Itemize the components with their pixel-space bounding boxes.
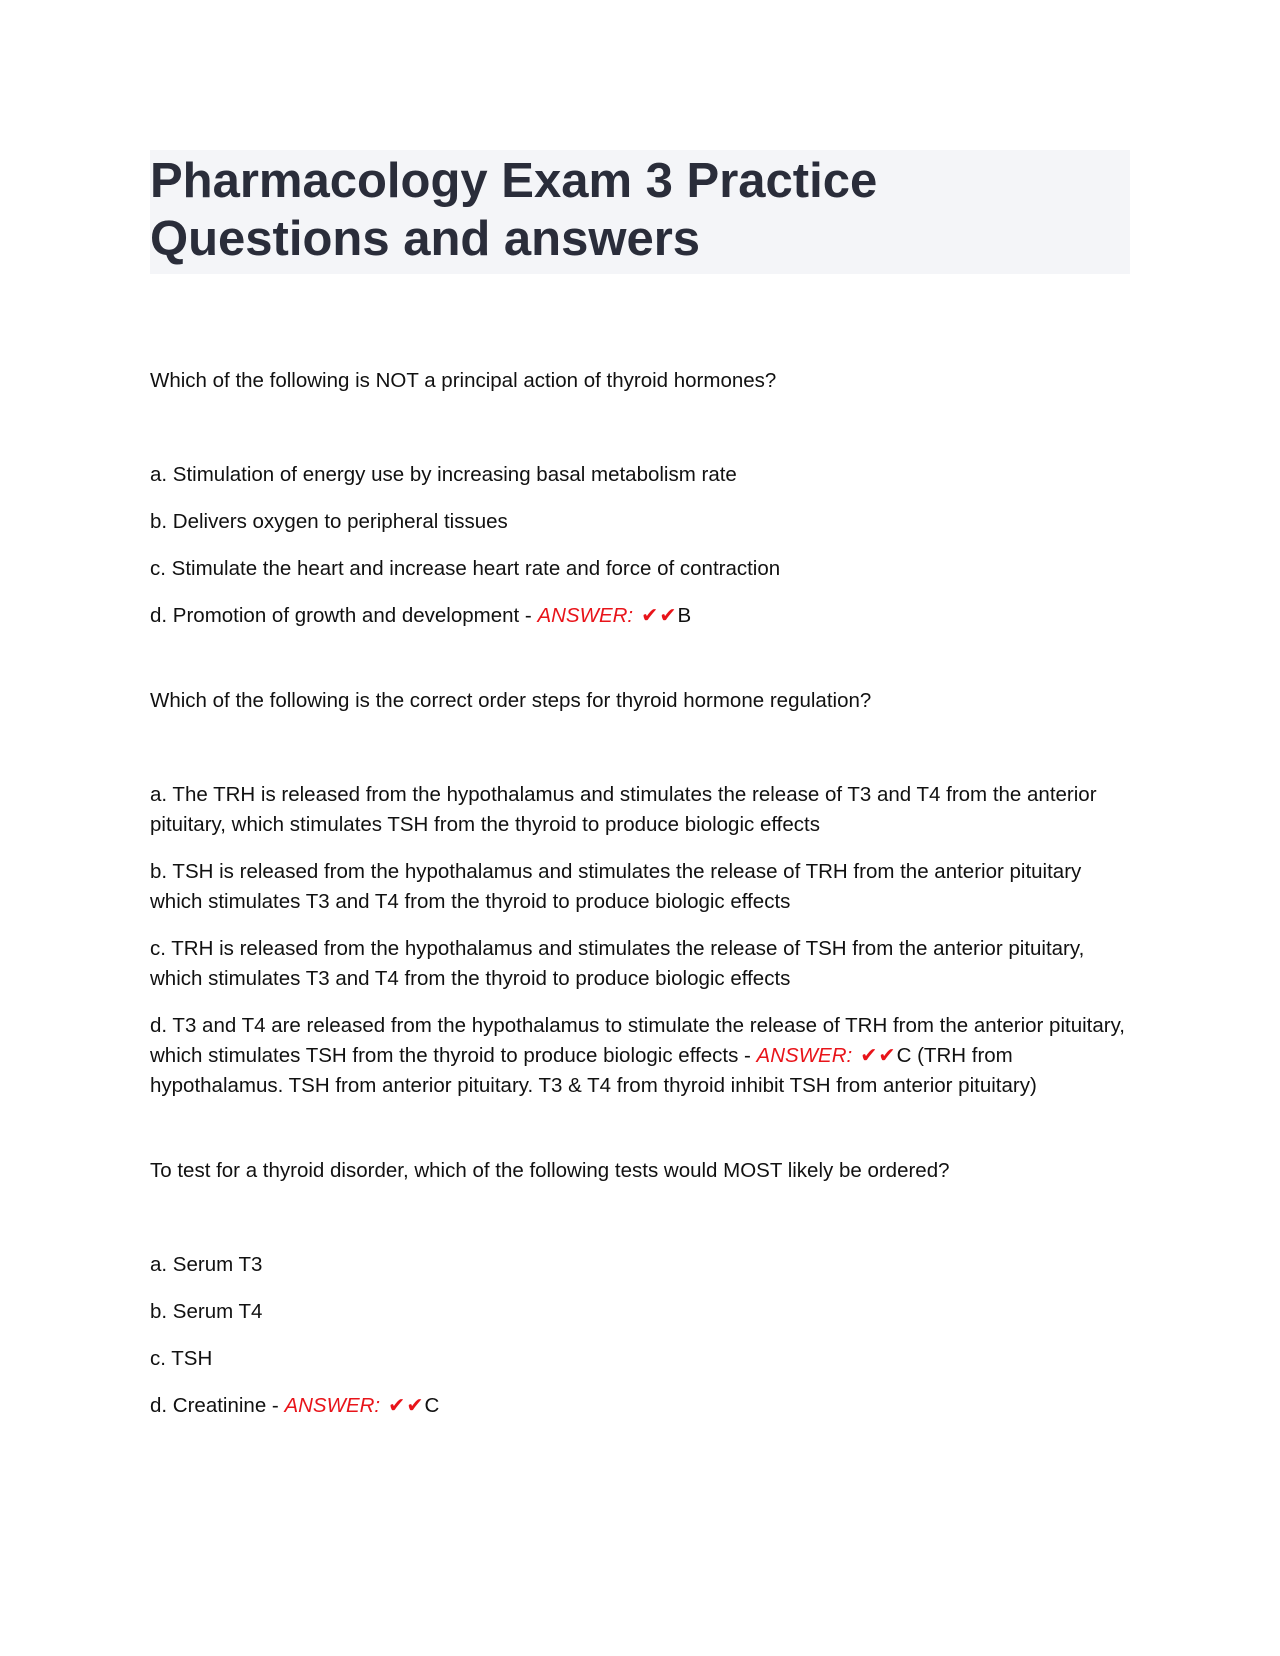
option-b: b. TSH is released from the hypothalamus and stimulates the release of TRH from the anterior pituitary which stimulates T3 and T4 from the thyroid to produce biologic effects	[150, 860, 1082, 913]
option-list	[150, 780, 1130, 1101]
option-d-with-answer	[150, 601, 1130, 631]
option-d: d. Promotion of growth and development -	[150, 604, 538, 627]
option-a: a. Serum T3	[150, 1253, 263, 1276]
option-d: d. T3 and T4 are released from the hypothalamus to stimulate the release of TRH from the anterior pituitary, which stimulates TSH from the thyroid to produce biologic effects -	[150, 1014, 1126, 1067]
question-text: To test for a thyroid disorder, which of the following tests would MOST likely be ordered?	[150, 1159, 950, 1182]
checkmark-icon: ✔✔	[641, 604, 678, 627]
question-block	[150, 1156, 1130, 1421]
option-d: d. Creatinine -	[150, 1394, 285, 1417]
document-page	[150, 150, 1130, 1438]
option-a: a. The TRH is released from the hypothalamus and stimulates the release of T3 and T4 from the anterior pituitary, which stimulates TSH from the thyroid to produce biologic effects	[150, 783, 1097, 836]
title-banner	[150, 150, 1130, 274]
question-text: Which of the following is the correct order steps for thyroid hormone regulation?	[150, 689, 872, 712]
answer-label: ANSWER:	[284, 1394, 381, 1417]
question-block	[150, 686, 1130, 1101]
answer-text: C	[424, 1394, 440, 1417]
question-block	[150, 366, 1130, 631]
option-d-with-answer	[150, 1011, 1130, 1101]
answer-label: ANSWER:	[756, 1044, 853, 1067]
option-b: b. Serum T4	[150, 1300, 263, 1323]
option-c: c. TSH	[150, 1347, 213, 1370]
option-c: c. Stimulate the heart and increase heart rate and force of contraction	[150, 557, 781, 580]
option-a: a. Stimulation of energy use by increasing basal metabolism rate	[150, 463, 737, 486]
answer-text: B	[677, 604, 692, 627]
option-list	[150, 1250, 1130, 1421]
answer-label: ANSWER:	[537, 604, 634, 627]
question-text: Which of the following is NOT a principal action of thyroid hormones?	[150, 369, 777, 392]
option-d-with-answer	[150, 1391, 1130, 1421]
option-list	[150, 460, 1130, 631]
option-b: b. Delivers oxygen to peripheral tissues	[150, 510, 508, 533]
checkmark-icon: ✔✔	[860, 1044, 897, 1067]
option-c: c. TRH is released from the hypothalamus and stimulates the release of TSH from the anterior pituitary, which stimulates T3 and T4 from the thyroid to produce biologic effects	[150, 937, 1085, 990]
answer-text: C (TRH from hypothalamus. TSH from anterior pituitary. T3 & T4 from thyroid inhibit TSH from anterior pituitary)	[150, 1044, 1037, 1097]
checkmark-icon: ✔✔	[388, 1394, 425, 1417]
page-title: Pharmacology Exam 3 Practice Questions and answers	[150, 154, 878, 266]
